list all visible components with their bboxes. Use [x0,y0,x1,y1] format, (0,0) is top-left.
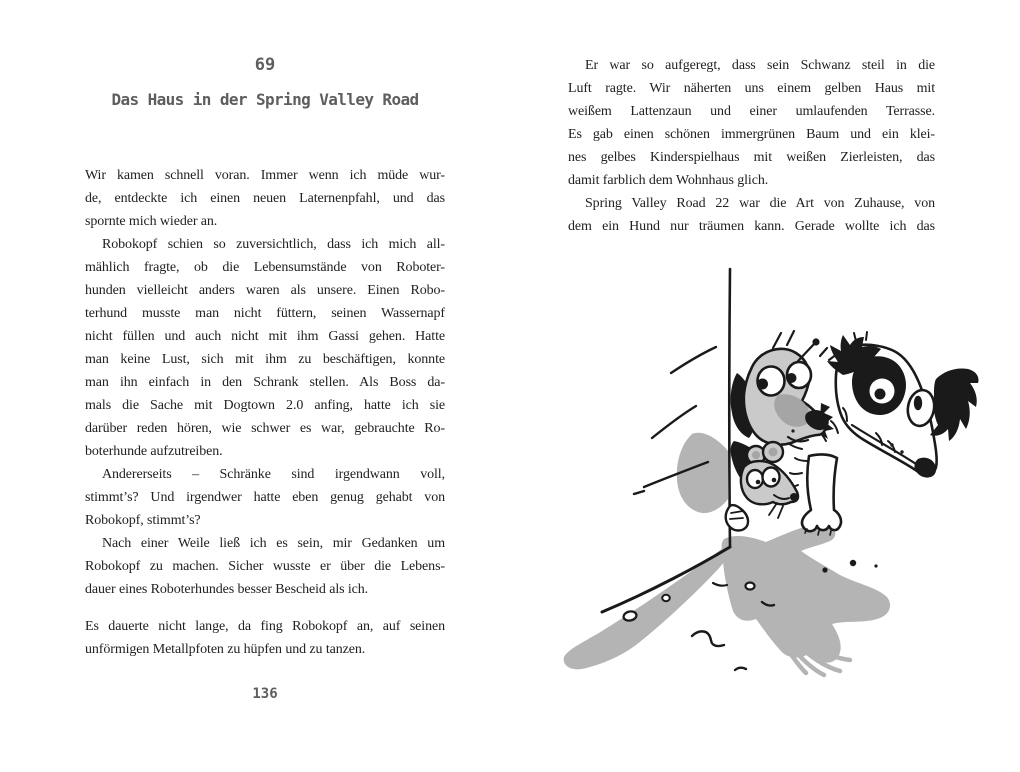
small-dog-right-pupil [787,373,797,383]
ground-shadow [564,524,890,675]
text-line: Robokopf zu machen. Sicher wusste er über die Lebens- [85,559,445,574]
chapter-number: 69 [254,55,276,75]
big-dog-right-ear [930,368,979,441]
mouse-right-eye [763,468,780,487]
big-dog-front-leg [802,454,841,531]
chapter-title: Das Haus in der Spring Valley Road [111,90,419,109]
text-line: dauer eines Roboterhundes besser Bescheid als ich. [85,582,369,597]
text-line: Wir kamen schnell voran. Immer wenn ich müde wur- [85,168,445,183]
text-line: Es dauerte nicht lange, da fing Robokopf an, auf seinen [85,619,445,634]
paragraph [85,164,445,233]
text-line: Robokopf schien so zuversichtlich, dass ich mich all- [102,237,445,252]
text-line: man keine Lust, sich mit ihm zu beschäftigen, konnte [85,352,445,367]
text-line: Luft ragte. Wir näherten uns einem gelben Haus mit [568,81,935,96]
big-dog-right-pupil [914,396,922,410]
text-line: de, entdeckte ich einen neuen Laternenpfahl, und das [85,191,445,206]
small-dog-left-pupil [757,379,768,390]
text-line: man ihn einfach in den Schrank stellen. Als Boss da- [85,375,445,390]
text-line: weißem Lattenzaun und einer umlaufenden Terrasse. [568,104,935,119]
text-line: Robokopf, stimmt’s? [85,513,201,528]
text-line: Es gab einen schönen immergrünen Baum und ein klei- [568,127,935,142]
text-line: damit farblich dem Wohnhaus glich. [568,173,769,188]
mouse-left-eye [747,470,763,488]
text-line: nicht füllen und auch nicht mit ihm Gassi gehen. Hatte [85,329,445,344]
paragraph [568,54,935,192]
text-line: stimmt’s? Und irgendwer hatte eben genug gehabt von [85,490,445,505]
text-line: mals die Sache mit Dogtown 2.0 anfing, hatte ich sie [85,398,445,413]
paragraph [85,233,445,463]
text-line: Spring Valley Road 22 war die Art von Zuhause, von [585,196,935,211]
mouse-nose [790,493,798,501]
page-number: 136 [252,686,278,702]
text-line: hunden vielleicht anders waren als unsere. Einen Robo- [85,283,445,298]
text-line: nes gelbes Kinderspielhaus mit weißen Zierleisten, das [568,150,935,165]
left-page-text [85,164,445,661]
text-line: dem ein Hund nur träumen kann. Gerade wollte ich das [568,219,935,234]
paragraph [85,532,445,601]
text-line: Er war so aufgeregt, dass sein Schwanz steil in die [585,58,935,73]
text-line: unförmigen Metallpfoten zu hüpfen und zu tanzen. [85,642,366,657]
text-line: Andererseits – Schränke sind irgendwann voll, [102,467,445,482]
paragraph [85,463,445,532]
text-line: terhund musste man nicht füttern, seinen Wassernapf [85,306,445,321]
text-line: Nach einer Weile ließ ich es sein, mir Gedanken um [102,536,445,551]
right-page-text [568,54,935,238]
antenna-tip [812,338,819,345]
antenna [798,343,815,361]
text-line: darüber reden hören, wie schwer es war, gebrauchte Ro- [85,421,445,436]
text-line: spornte mich wieder an. [85,214,218,229]
dogs-illustration [540,245,1010,685]
big-dog-left-pupil [875,389,886,400]
text-line: boterhunde aufzutreiben. [85,444,223,459]
paragraph [85,615,445,661]
wall-shadow-blob [677,433,728,513]
paragraph [568,192,935,238]
text-line: mählich fragte, ob die Lebensumstände von Roboter- [85,260,445,275]
